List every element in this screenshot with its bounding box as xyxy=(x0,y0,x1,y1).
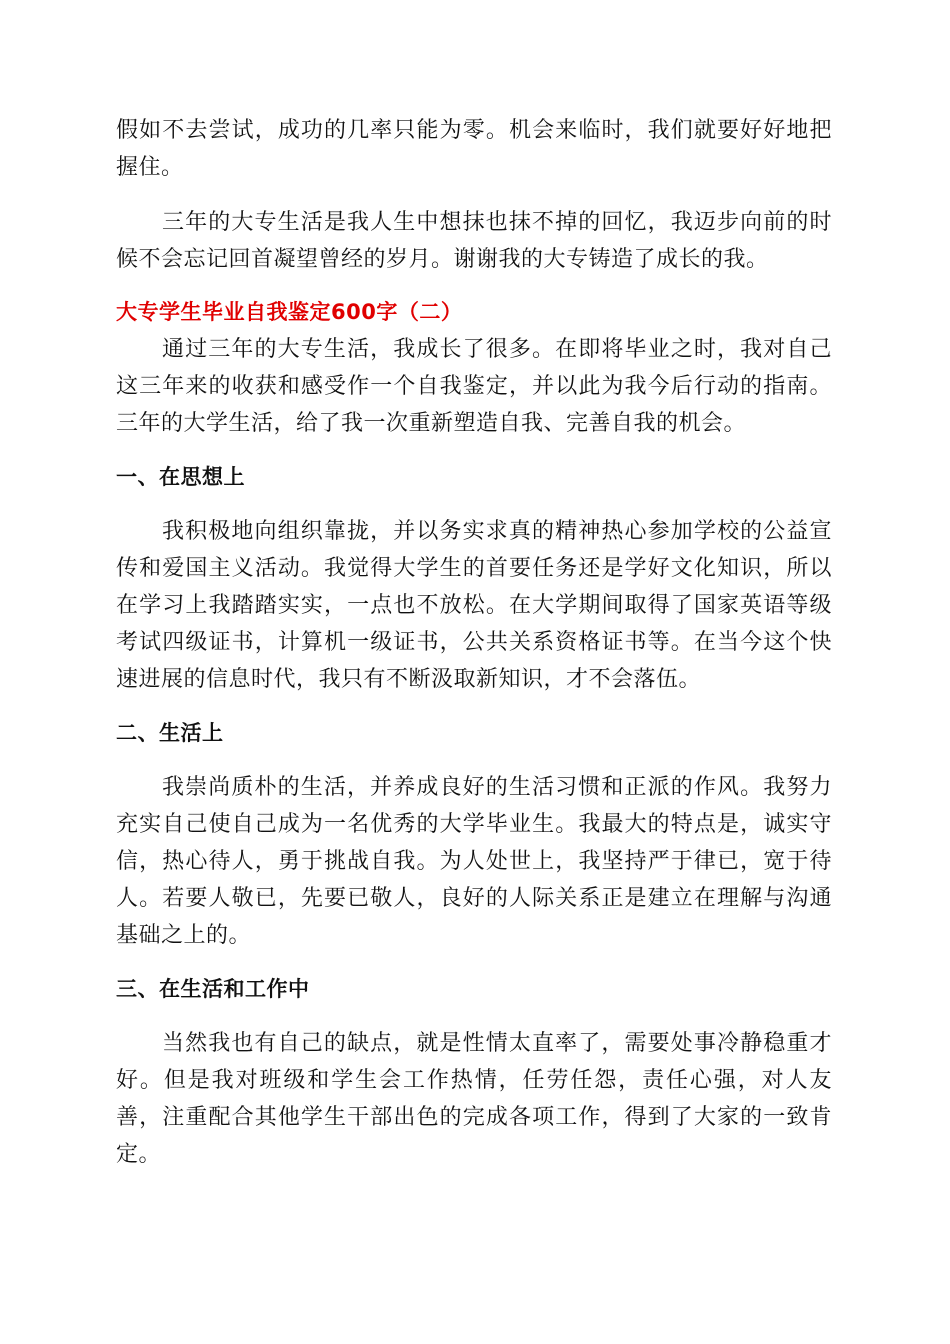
section-heading-thought: 一、在思想上 xyxy=(116,465,245,489)
opening-paragraph: 通过三年的大专生活，我成长了很多。在即将毕业之时，我对自己这三年来的收获和感受作一个自我鉴定，并以此为我今后行动的指南。三年的大学生活，给了我一次重新塑造自我、完善自我的机会。 xyxy=(116,337,832,436)
section-body-thought: 我积极地向组织靠拢，并以务实求真的精神热心参加学校的公益宣传和爱国主义活动。我觉得大学生的首要任务还是学好文化知识，所以在学习上我踏踏实实，一点也不放松。在大学期间取得了国家英语等级考试四级证书，计算机一级证书，公共关系资格证书等。在当今这个快速进展的信息时代，我只有不断汲取新知识，才不会落伍。 xyxy=(116,519,832,692)
section-heading-life: 二、生活上 xyxy=(116,721,224,745)
intro-paragraph-2: 三年的大专生活是我人生中想抹也抹不掉的回忆，我迈步向前的时候不会忘记回首凝望曾经的岁月。谢谢我的大专铸造了成长的我。 xyxy=(116,210,832,272)
section-heading-work: 三、在生活和工作中 xyxy=(116,977,310,1001)
intro-paragraph-1: 假如不去尝试，成功的几率只能为零。机会来临时，我们就要好好地把握住。 xyxy=(116,118,832,180)
section-body-life: 我崇尚质朴的生活，并养成良好的生活习惯和正派的作风。我努力充实自己使自己成为一名优秀的大学毕业生。我最大的特点是，诚实守信，热心待人，勇于挑战自我。为人处世上，我坚持严于律已，宽于待人。若要人敬已，先要已敬人，良好的人际关系正是建立在理解与沟通基础之上的。 xyxy=(116,775,832,948)
document-body xyxy=(116,112,832,1173)
document-title: 大专学生毕业自我鉴定600字（二） xyxy=(116,300,463,324)
section-body-work: 当然我也有自己的缺点，就是性情太直率了，需要处事冷静稳重才好。但是我对班级和学生会工作热情，任劳任怨，责任心强，对人友善，注重配合其他学生干部出色的完成各项工作，得到了大家的一致肯定。 xyxy=(116,1031,832,1167)
